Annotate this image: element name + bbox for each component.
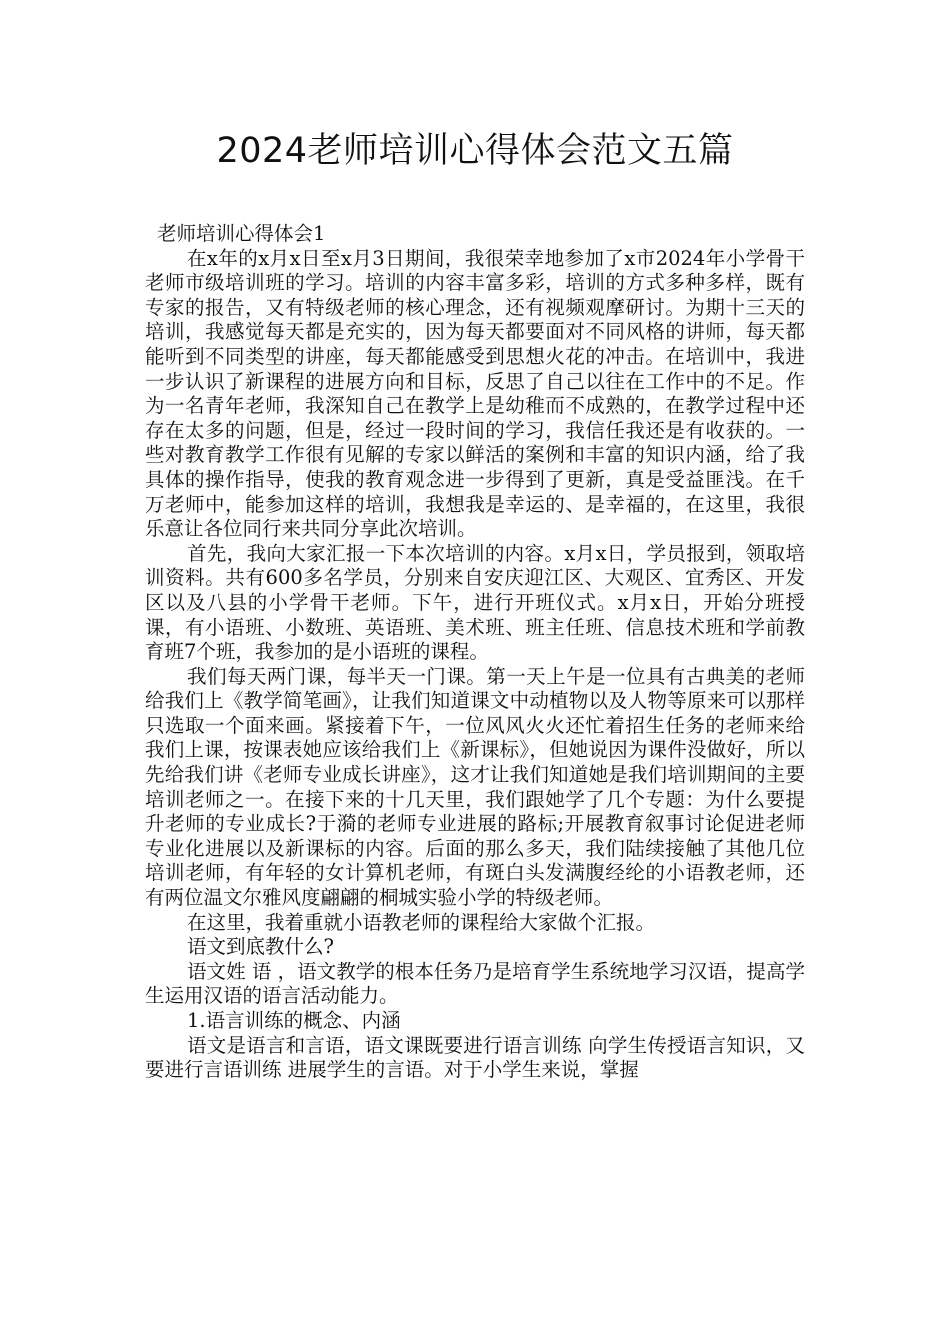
- paragraph: 语文姓 语 ，语文教学的根本任务乃是培育学生系统地学习汉语，提高学生运用汉语的语言活动能力。: [145, 959, 805, 1008]
- section-heading: 老师培训心得体会1: [157, 222, 326, 245]
- paragraph: 首先，我向大家汇报一下本次培训的内容。x月x日，学员报到，领取培训资料。共有600多名学员，分别来自安庆迎江区、大观区、宜秀区、开发区以及八县的小学骨干老师。下午，进行开班仪式。x月x日，开始分班授课，有小语班、小数班、英语班、美术班、班主任班、信息技术班和学前教育班7个班，我参加的是小语班的课程。: [145, 541, 805, 664]
- paragraph: 语文到底教什么?: [187, 935, 334, 959]
- paragraph: 我们每天两门课，每半天一门课。第一天上午是一位具有古典美的老师给我们上《教学简笔画》，让我们知道课文中动植物以及人物等原来可以那样只选取一个面来画。紧接着下午，一位风风火火还忙着招生任务的老师来给我们上课，按课表她应该给我们上《新课标》，但她说因为课件没做好，所以先给我们讲《老师专业成长讲座》，这才让我们知道她是我们培训期间的主要培训老师之一。在接下来的十几天里，我们跟她学了几个专题：为什么要提升老师的专业成长?于漪的老师专业进展的路标;开展教育叙事讨论促进老师专业化进展以及新课标的内容。后面的那么多天，我们陆续接触了其他几位培训老师，有年轻的女计算机老师，有斑白头发满腹经纶的小语教老师，还有两位温文尔雅风度翩翩的桐城实验小学的特级老师。: [145, 664, 805, 910]
- document-body: [145, 222, 805, 1083]
- paragraph: 语文是语言和言语，语文课既要进行语言训练 向学生传授语言知识，又要进行言语训练 进展学生的言语。对于小学生来说，掌握: [145, 1033, 805, 1082]
- paragraph: 在这里，我着重就小语教老师的课程给大家做个汇报。: [187, 910, 656, 934]
- paragraph: 在x年的x月x日至x月3日期间，我很荣幸地参加了x市2024年小学骨干老师市级培训班的学习。培训的内容丰富多彩，培训的方式多种多样，既有专家的报告，又有特级老师的核心理念，还有视频观摩研讨。为期十三天的培训，我感觉每天都是充实的，因为每天都要面对不同风格的讲师，每天都能听到不同类型的讲座，每天都能感受到思想火花的冲击。在培训中，我进一步认识了新课程的进展方向和目标，反思了自己以往在工作中的不足。作为一名青年老师，我深知自己在教学上是幼稚而不成熟的，在教学过程中还存在太多的问题，但是，经过一段时间的学习，我信任我还是有收获的。一些对教育教学工作很有见解的专家以鲜活的案例和丰富的知识内涵，给了我具体的操作指导，使我的教育观念进一步得到了更新，真是受益匪浅。在千万老师中，能参加这样的培训，我想我是幸运的、是幸福的，在这里，我很乐意让各位同行来共同分享此次培训。: [145, 246, 805, 541]
- document-title: 2024老师培训心得体会范文五篇: [216, 131, 734, 171]
- paragraph: 1.语言训练的概念、内涵: [187, 1009, 401, 1032]
